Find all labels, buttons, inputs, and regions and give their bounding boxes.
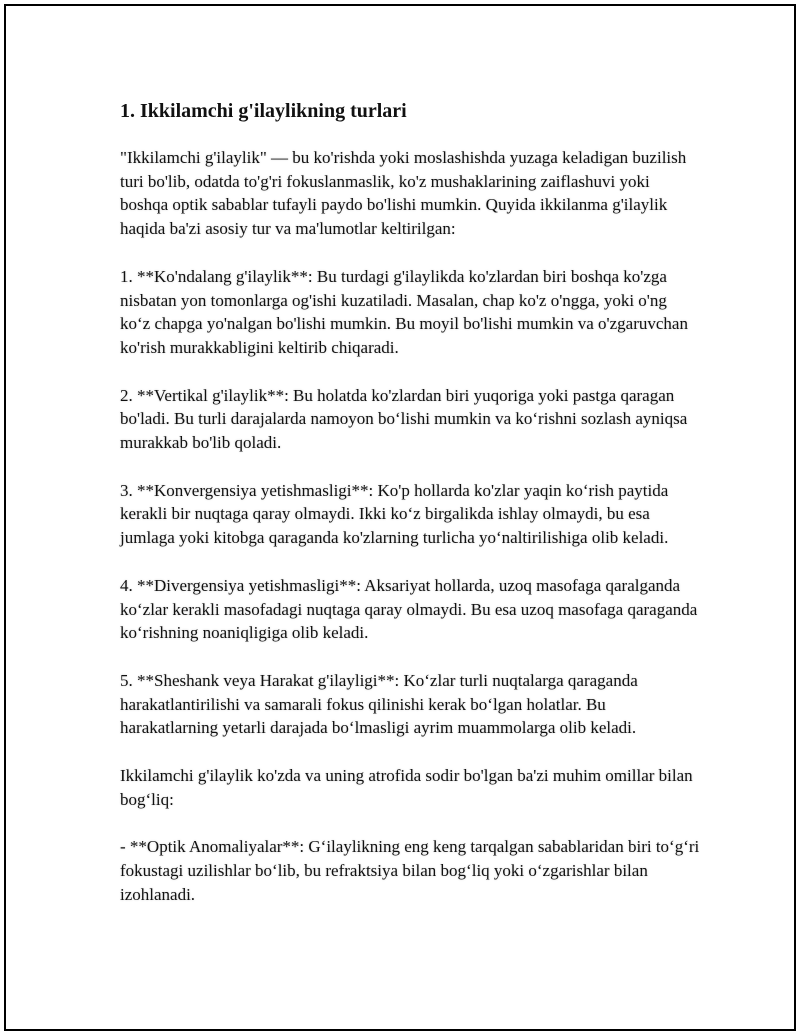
list-item-5: 5. **Sheshank veya Harakat g'ilayligi**: Ko‘zlar turli nuqtalarga qaraganda harakatlantirilishi va samarali fokus qilinishi kerak bo‘lgan holatlar. Bu harakatlarning yetarli darajada bo‘lmasligi ayrim muammolarga olib keladi. (120, 670, 638, 738)
bullet-item-optik: - **Optik Anomaliyalar**: G‘ilaylikning eng keng tarqalgan sabablaridan biri to‘g‘ri fokustagi uzilishlar bo‘lib, bu refraktsiya bilan bog‘liq yoki o‘zgarishlar bilan izohlanadi. (120, 837, 700, 904)
document-page (4, 4, 796, 1031)
list-item-2: 2. **Vertikal g'ilaylik**: Bu holatda ko'zlardan biri yuqoriga yoki pastga qaragan bo'ladi. Bu turli darajalarda namoyon bo‘lishi mumkin va ko‘rishni sozlash ayniqsa murakkab bo'lib qoladi. (120, 385, 688, 453)
section-heading: 1. Ikkilamchi g'ilaylikning turlari (120, 100, 407, 122)
list-item-1: 1. **Ko'ndalang g'ilaylik**: Bu turdagi g'ilaylikda ko'zlardan biri boshqa ko'zga nisbatan yon tomonlarga og'ishi kuzatiladi. Masalan, chap ko'z o'ngga, yoki o'ng ko‘z chapga yo'nalgan bo'lishi mumkin. Bu moyil bo'lishi mumkin va o'zgaruvchan ko'rish murakkabligini keltirib chiqaradi. (120, 266, 688, 357)
list-item-3: 3. **Konvergensiya yetishmasligi**: Ko'p hollarda ko'zlar yaqin ko‘rish paytida kerakli bir nuqtaga qaray olmaydi. Ikki ko‘z birgalikda ishlay olmaydi, bu esa jumlaga yoki kitobga qaraganda ko'zlarning turlicha yo‘naltirilishiga olib keladi. (120, 480, 669, 548)
intro-paragraph: "Ikkilamchi g'ilaylik" — bu ko'rishda yoki moslashishda yuzaga keladigan buzilish turi bo'lib, odatda to'g'ri fokuslanmaslik, ko'z mushaklarining zaiflashuvi yoki boshqa optik sabablar tufayli paydo bo'lishi mumkin. Quyida ikkilanma g'ilaylik haqida ba'zi asosiy tur va ma'lumotlar keltirilgan: (120, 148, 687, 239)
list-item-4: 4. **Divergensiya yetishmasligi**: Aksariyat hollarda, uzoq masofaga qaralganda ko‘zlar kerakli masofadagi nuqtaga qaray olmaydi. Bu esa uzoq masofaga qaraganda ko‘rishning noaniqligiga olib keladi. (120, 575, 698, 643)
document-body (120, 96, 700, 931)
summary-paragraph: Ikkilamchi g'ilaylik ko'zda va uning atrofida sodir bo'lgan ba'zi muhim omillar bilan bog‘liq: (120, 766, 693, 809)
